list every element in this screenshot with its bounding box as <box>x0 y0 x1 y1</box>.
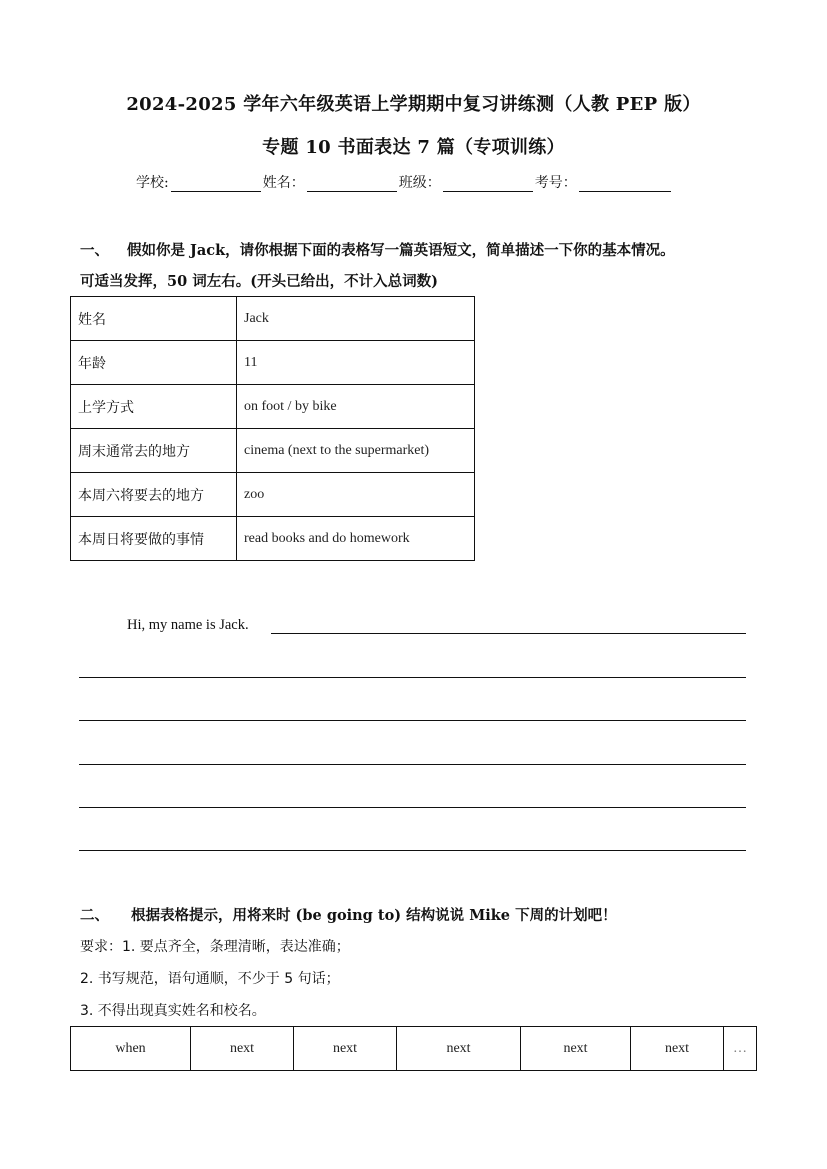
answer-line[interactable] <box>79 850 746 851</box>
q1-info-table <box>70 296 475 561</box>
info-table-row <box>71 341 475 385</box>
plan-header-cell: when <box>71 1027 191 1071</box>
info-table-row <box>71 385 475 429</box>
q2-number: 二、 <box>80 907 109 924</box>
info-table-key: 本周六将要去的地方 <box>71 473 237 517</box>
info-table-value: on foot / by bike <box>237 385 475 429</box>
school-field[interactable] <box>171 175 261 192</box>
plan-header-cell: next <box>631 1027 724 1071</box>
plan-header-cell: next <box>521 1027 631 1071</box>
answer-line[interactable] <box>79 764 746 765</box>
info-table-value: cinema (next to the supermarket) <box>237 429 475 473</box>
name-field[interactable] <box>307 175 397 192</box>
q1-instruction-line1: 一、 假如你是 Jack，请你根据下面的表格写一篇英语短文，简单描述一下你的基本情况。 <box>80 242 675 259</box>
info-table-key: 本周日将要做的事情 <box>71 517 237 561</box>
q2-instruction: 二、 根据表格提示，用将来时 (be going to) 结构说说 Mike 下周的计划吧！ <box>80 907 617 924</box>
essay-start-text: Hi, my name is Jack. <box>127 617 249 633</box>
answer-line[interactable] <box>79 677 746 678</box>
info-table-key: 年龄 <box>71 341 237 385</box>
q2-plan-table <box>70 1026 757 1071</box>
class-label: 班级： <box>398 175 441 191</box>
info-table-value: read books and do homework <box>237 517 475 561</box>
exam-no-label: 考号： <box>534 175 577 191</box>
plan-header-cell: … <box>724 1027 757 1071</box>
school-label: 学校: <box>136 175 169 191</box>
page-subtitle: 专题 10 书面表达 7 篇（专项训练） <box>262 137 565 158</box>
answer-line[interactable] <box>79 807 746 808</box>
info-table-row <box>71 473 475 517</box>
q1-instruction-line2: 可适当发挥，50 词左右。(开头已给出，不计入总词数) <box>80 273 438 290</box>
q1-number: 一、 <box>80 242 109 259</box>
info-table-value: zoo <box>237 473 475 517</box>
name-label: 姓名： <box>262 175 305 191</box>
info-table-key: 周末通常去的地方 <box>71 429 237 473</box>
info-table-value: Jack <box>237 297 475 341</box>
plan-header-cell: next <box>191 1027 294 1071</box>
page-title: 2024-2025 学年六年级英语上学期期中复习讲练测（人教 PEP 版） <box>126 94 701 115</box>
exam-no-field[interactable] <box>579 175 671 192</box>
plan-header-cell: next <box>397 1027 521 1071</box>
q2-requirement-3: 3. 不得出现真实姓名和校名。 <box>80 1003 266 1019</box>
q2-requirement-2: 2. 书写规范，语句通顺，不少于 5 句话； <box>80 971 340 987</box>
class-field[interactable] <box>443 175 533 192</box>
info-table-value: 11 <box>237 341 475 385</box>
info-table-row <box>71 517 475 561</box>
plan-header-cell: next <box>294 1027 397 1071</box>
q2-requirement-1: 要求：1. 要点齐全，条理清晰，表达准确； <box>80 939 350 955</box>
info-table-row <box>71 429 475 473</box>
info-table-key: 上学方式 <box>71 385 237 429</box>
student-info-row <box>136 172 673 192</box>
info-table-row <box>71 297 475 341</box>
info-table-key: 姓名 <box>71 297 237 341</box>
answer-line[interactable] <box>79 720 746 721</box>
answer-line[interactable] <box>271 633 746 634</box>
